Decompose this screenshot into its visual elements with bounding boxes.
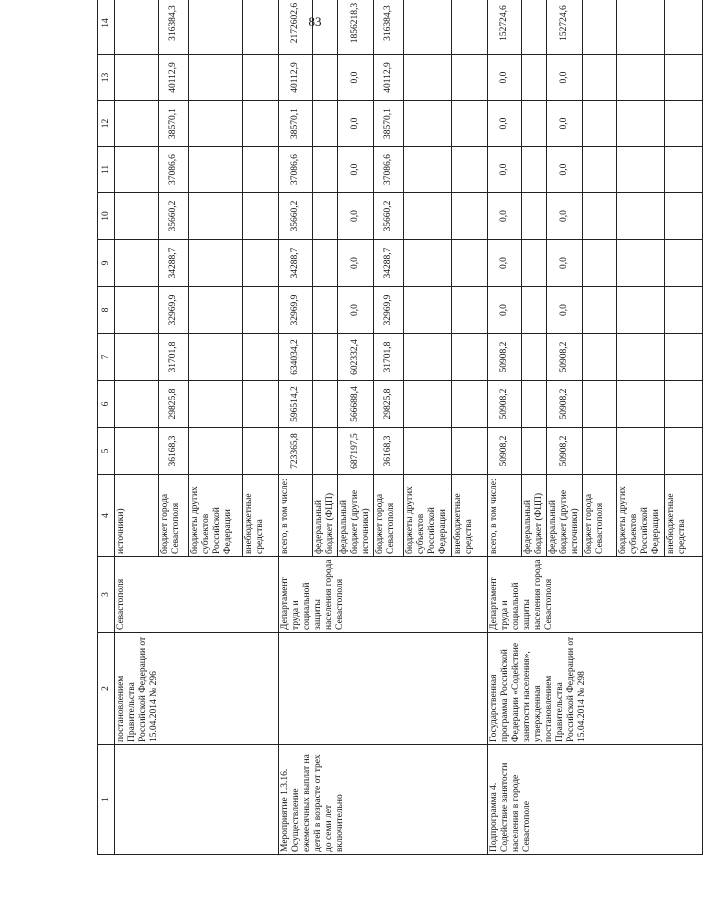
- value-cell: [583, 193, 617, 240]
- value-cell: 0,0: [547, 147, 583, 193]
- value-cell: [522, 381, 547, 428]
- executor-cell: Севастополя: [115, 557, 279, 633]
- value-cell: [243, 101, 279, 147]
- value-cell: [115, 381, 159, 428]
- value-cell: 0,0: [338, 240, 374, 287]
- value-cell: 38570,1: [374, 101, 404, 147]
- value-cell: [243, 0, 279, 55]
- value-cell: [665, 381, 703, 428]
- value-cell: [665, 334, 703, 381]
- value-cell: 32969,9: [279, 287, 313, 334]
- value-cell: [115, 55, 159, 101]
- value-cell: 2172602,6: [279, 0, 313, 55]
- value-cell: 602332,4: [338, 334, 374, 381]
- value-cell: [189, 0, 243, 55]
- value-cell: [115, 334, 159, 381]
- value-cell: 0,0: [547, 193, 583, 240]
- value-cell: 50908,2: [547, 381, 583, 428]
- table-row: [488, 0, 522, 855]
- value-cell: [404, 147, 452, 193]
- value-cell: [522, 101, 547, 147]
- value-cell: [243, 428, 279, 475]
- header-cell: 10: [98, 193, 115, 240]
- value-cell: 316384,3: [374, 0, 404, 55]
- funding-source-cell: федеральный бюджет (другие источники): [338, 475, 374, 557]
- value-cell: [583, 147, 617, 193]
- value-cell: 0,0: [547, 240, 583, 287]
- value-cell: [189, 240, 243, 287]
- budget-table: [97, 0, 703, 855]
- value-cell: 35660,2: [159, 193, 189, 240]
- value-cell: [189, 55, 243, 101]
- value-cell: [313, 101, 338, 147]
- value-cell: [665, 147, 703, 193]
- header-cell: 11: [98, 147, 115, 193]
- basis-cell: Государственная программа Российской Федерации «Содействие занятости населения», утвержденная постановлением Правительства Российской Федерации от 15.04.2014 № 298: [488, 633, 703, 745]
- value-cell: 35660,2: [279, 193, 313, 240]
- value-cell: [313, 193, 338, 240]
- header-cell: 2: [98, 633, 115, 745]
- value-cell: [189, 381, 243, 428]
- value-cell: [404, 381, 452, 428]
- value-cell: 31701,8: [374, 334, 404, 381]
- value-cell: [189, 101, 243, 147]
- value-cell: [115, 0, 159, 55]
- value-cell: 34288,7: [279, 240, 313, 287]
- value-cell: [115, 428, 159, 475]
- value-cell: [522, 287, 547, 334]
- value-cell: [404, 334, 452, 381]
- value-cell: 634034,2: [279, 334, 313, 381]
- value-cell: [617, 334, 665, 381]
- value-cell: 566688,4: [338, 381, 374, 428]
- value-cell: [665, 240, 703, 287]
- value-cell: [583, 428, 617, 475]
- value-cell: [617, 147, 665, 193]
- value-cell: [522, 428, 547, 475]
- value-cell: [452, 381, 488, 428]
- value-cell: [617, 287, 665, 334]
- funding-source-cell: бюджет города Севастополя: [159, 475, 189, 557]
- value-cell: [243, 240, 279, 287]
- funding-source-cell: бюджеты других субъектов Российской Федерации: [404, 475, 452, 557]
- value-cell: [115, 287, 159, 334]
- value-cell: [313, 147, 338, 193]
- value-cell: [189, 428, 243, 475]
- funding-source-cell: внебюджетные средства: [452, 475, 488, 557]
- value-cell: 37086,6: [159, 147, 189, 193]
- value-cell: 0,0: [488, 287, 522, 334]
- header-cell: 14: [98, 0, 115, 55]
- value-cell: 0,0: [338, 287, 374, 334]
- value-cell: [617, 193, 665, 240]
- value-cell: [583, 55, 617, 101]
- value-cell: [313, 55, 338, 101]
- value-cell: 0,0: [488, 240, 522, 287]
- value-cell: [115, 147, 159, 193]
- value-cell: [522, 0, 547, 55]
- value-cell: [665, 428, 703, 475]
- executor-cell: Департамент труда и социальной защиты населения города Севастополя: [279, 557, 488, 633]
- value-cell: 596514,2: [279, 381, 313, 428]
- value-cell: [452, 0, 488, 55]
- value-cell: 50908,2: [488, 381, 522, 428]
- value-cell: [617, 428, 665, 475]
- value-cell: 32969,9: [159, 287, 189, 334]
- funding-source-cell: внебюджетные средства: [665, 475, 703, 557]
- funding-source-cell: федеральный бюджет (другие источники): [547, 475, 583, 557]
- value-cell: [243, 287, 279, 334]
- value-cell: 29825,8: [159, 381, 189, 428]
- value-cell: [452, 147, 488, 193]
- program-cell: [115, 745, 279, 855]
- value-cell: [665, 55, 703, 101]
- value-cell: [404, 240, 452, 287]
- funding-source-cell: внебюджетные средства: [243, 475, 279, 557]
- value-cell: 38570,1: [279, 101, 313, 147]
- value-cell: 50908,2: [488, 334, 522, 381]
- page-number: 83: [308, 14, 322, 29]
- value-cell: [665, 0, 703, 55]
- value-cell: [665, 193, 703, 240]
- value-cell: 50908,2: [547, 428, 583, 475]
- table-row: [279, 0, 313, 855]
- value-cell: 0,0: [488, 193, 522, 240]
- value-cell: [617, 381, 665, 428]
- value-cell: 36168,3: [374, 428, 404, 475]
- value-cell: 687197,5: [338, 428, 374, 475]
- value-cell: [617, 0, 665, 55]
- value-cell: [404, 287, 452, 334]
- value-cell: 1856218,3: [338, 0, 374, 55]
- header-cell: 8: [98, 287, 115, 334]
- value-cell: 50908,2: [547, 334, 583, 381]
- value-cell: 40112,9: [159, 55, 189, 101]
- value-cell: [404, 428, 452, 475]
- table-row: [115, 0, 159, 855]
- value-cell: [189, 193, 243, 240]
- value-cell: [452, 193, 488, 240]
- value-cell: [522, 147, 547, 193]
- header-cell: 5: [98, 428, 115, 475]
- value-cell: [404, 0, 452, 55]
- value-cell: [243, 55, 279, 101]
- value-cell: [583, 334, 617, 381]
- value-cell: 0,0: [338, 193, 374, 240]
- value-cell: 0,0: [338, 101, 374, 147]
- value-cell: 35660,2: [374, 193, 404, 240]
- value-cell: 152724,6: [488, 0, 522, 55]
- value-cell: [115, 240, 159, 287]
- rotated-table-container: [97, 2, 687, 855]
- value-cell: 50908,2: [488, 428, 522, 475]
- header-row: [98, 0, 115, 855]
- value-cell: [452, 55, 488, 101]
- value-cell: [189, 334, 243, 381]
- funding-source-cell: источники): [115, 475, 159, 557]
- basis-cell: постановлением Правительства Российской Федерации от 15.04.2014 № 296: [115, 633, 279, 745]
- value-cell: 40112,9: [279, 55, 313, 101]
- header-cell: 9: [98, 240, 115, 287]
- value-cell: 0,0: [338, 147, 374, 193]
- value-cell: [583, 240, 617, 287]
- value-cell: [115, 193, 159, 240]
- header-cell: 6: [98, 381, 115, 428]
- value-cell: [522, 193, 547, 240]
- value-cell: [583, 287, 617, 334]
- value-cell: [617, 101, 665, 147]
- value-cell: 37086,6: [279, 147, 313, 193]
- value-cell: [404, 55, 452, 101]
- value-cell: [617, 240, 665, 287]
- header-cell: 12: [98, 101, 115, 147]
- value-cell: 32969,9: [374, 287, 404, 334]
- value-cell: 0,0: [547, 101, 583, 147]
- value-cell: [665, 287, 703, 334]
- value-cell: 0,0: [488, 55, 522, 101]
- value-cell: [522, 334, 547, 381]
- funding-source-cell: бюджет города Севастополя: [583, 475, 617, 557]
- value-cell: 0,0: [547, 287, 583, 334]
- program-cell: Мероприятие 1.3.16. Осуществление ежемесячных выплат на детей в возрасте от трех до семи лет включительно: [279, 745, 488, 855]
- funding-source-cell: федеральный бюджет (ФЦП): [313, 475, 338, 557]
- value-cell: 34288,7: [374, 240, 404, 287]
- value-cell: 38570,1: [159, 101, 189, 147]
- value-cell: 34288,7: [159, 240, 189, 287]
- value-cell: 0,0: [338, 55, 374, 101]
- value-cell: 31701,8: [159, 334, 189, 381]
- value-cell: 0,0: [547, 55, 583, 101]
- value-cell: [617, 55, 665, 101]
- value-cell: [583, 0, 617, 55]
- funding-source-cell: бюджеты других субъектов Российской Федерации: [617, 475, 665, 557]
- value-cell: [522, 55, 547, 101]
- value-cell: [404, 101, 452, 147]
- funding-source-cell: федеральный бюджет (ФЦП): [522, 475, 547, 557]
- funding-source-cell: бюджет города Севастополя: [374, 475, 404, 557]
- value-cell: [452, 428, 488, 475]
- basis-cell: [279, 633, 488, 745]
- header-cell: 1: [98, 745, 115, 855]
- funding-source-cell: всего, в том числе:: [279, 475, 313, 557]
- value-cell: 0,0: [488, 147, 522, 193]
- value-cell: [583, 381, 617, 428]
- value-cell: 0,0: [488, 101, 522, 147]
- header-cell: 4: [98, 475, 115, 557]
- header-cell: 3: [98, 557, 115, 633]
- value-cell: [243, 381, 279, 428]
- program-cell: Подпрограмма 4. Содействие занятости населения в городе Севастополе: [488, 745, 703, 855]
- value-cell: [313, 240, 338, 287]
- table-body: [98, 0, 703, 855]
- value-cell: [583, 101, 617, 147]
- value-cell: [243, 193, 279, 240]
- value-cell: 723365,8: [279, 428, 313, 475]
- header-cell: 13: [98, 55, 115, 101]
- value-cell: [243, 334, 279, 381]
- value-cell: [452, 334, 488, 381]
- value-cell: [452, 287, 488, 334]
- value-cell: 40112,9: [374, 55, 404, 101]
- header-cell: 7: [98, 334, 115, 381]
- value-cell: [243, 147, 279, 193]
- value-cell: [665, 101, 703, 147]
- funding-source-cell: всего, в том числе:: [488, 475, 522, 557]
- funding-source-cell: бюджеты других субъектов Российской Федерации: [189, 475, 243, 557]
- value-cell: 29825,8: [374, 381, 404, 428]
- value-cell: [313, 287, 338, 334]
- value-cell: [452, 101, 488, 147]
- value-cell: [522, 240, 547, 287]
- value-cell: 36168,3: [159, 428, 189, 475]
- value-cell: [313, 0, 338, 55]
- value-cell: 37086,6: [374, 147, 404, 193]
- value-cell: [452, 240, 488, 287]
- value-cell: [115, 101, 159, 147]
- value-cell: 316384,3: [159, 0, 189, 55]
- value-cell: [189, 287, 243, 334]
- value-cell: [404, 193, 452, 240]
- value-cell: [189, 147, 243, 193]
- value-cell: [313, 381, 338, 428]
- value-cell: 152724,6: [547, 0, 583, 55]
- executor-cell: Департамент труда и социальной защиты населения города Севастополя: [488, 557, 703, 633]
- value-cell: [313, 334, 338, 381]
- value-cell: [313, 428, 338, 475]
